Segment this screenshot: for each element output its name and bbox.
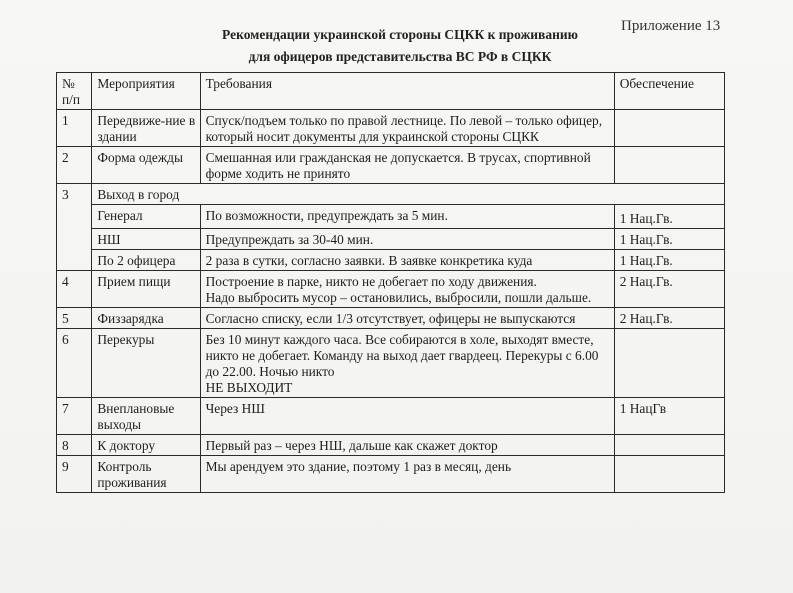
row-activity: Внеплановые выходы <box>92 398 200 435</box>
header-activity: Мероприятия <box>92 73 200 110</box>
row-num: 9 <box>57 456 92 493</box>
table-row <box>57 398 725 435</box>
row-activity: Генерал <box>92 205 200 229</box>
row-num: 3 <box>57 184 92 271</box>
row-activity: К доктору <box>92 435 200 456</box>
title-line-1: Рекомендации украинской стороны СЦКК к проживанию <box>222 27 578 42</box>
row-support: 1 Нац.Гв. <box>614 229 724 250</box>
table-header-row <box>57 73 725 110</box>
table-row <box>57 250 725 271</box>
row-activity: По 2 офицера <box>92 250 200 271</box>
row-num: 8 <box>57 435 92 456</box>
row-requirements: 2 раза в сутки, согласно заявки. В заявке конкретика куда <box>200 250 614 271</box>
table-row <box>57 184 725 205</box>
row-support <box>614 456 724 493</box>
row-requirements: Мы арендуем это здание, поэтому 1 раз в месяц, день <box>200 456 614 493</box>
header-num: № п/п <box>57 73 92 110</box>
header-support: Обеспечение <box>614 73 724 110</box>
table-row <box>57 205 725 229</box>
recommendations-table <box>56 72 725 493</box>
table-row <box>57 271 725 308</box>
row-num: 5 <box>57 308 92 329</box>
row-requirements: По возможности, предупреждать за 5 мин. <box>200 205 614 229</box>
table-row <box>57 456 725 493</box>
row-requirements: Предупреждать за 30-40 мин. <box>200 229 614 250</box>
table-row <box>57 229 725 250</box>
row-requirements: Спуск/подъем только по правой лестнице. По левой – только офицер, который носит документы для украинской стороны СЦКК <box>200 110 614 147</box>
requirements-line: Надо выбросить мусор – остановились, выбросили, пошли дальше. <box>205 290 592 305</box>
row-support: 1 Нац.Гв. <box>614 250 724 271</box>
row-num: 1 <box>57 110 92 147</box>
table-row <box>57 435 725 456</box>
row-support: 2 Нац.Гв. <box>614 308 724 329</box>
row-support <box>614 435 724 456</box>
table-row <box>57 329 725 398</box>
row-activity: Контроль проживания <box>92 456 200 493</box>
row-requirements: Первый раз – через НШ, дальше как скажет доктор <box>200 435 614 456</box>
row-support: 1 НацГв <box>614 398 724 435</box>
table-row <box>57 308 725 329</box>
row-support: 1 Нац.Гв. <box>614 205 724 229</box>
table-row <box>57 147 725 184</box>
row-activity: Физзарядка <box>92 308 200 329</box>
row-activity: НШ <box>92 229 200 250</box>
document-title <box>160 24 640 68</box>
row-support <box>614 110 724 147</box>
row-num: 4 <box>57 271 92 308</box>
requirements-line: Построение в парке, никто не добегает по ходу движения. <box>205 274 537 289</box>
row-requirements <box>200 271 614 308</box>
requirements-line: НЕ ВЫХОДИТ <box>205 380 293 395</box>
title-line-2: для офицеров представительства ВС РФ в СЦКК <box>248 49 552 64</box>
header-requirements: Требования <box>200 73 614 110</box>
row-requirements: Смешанная или гражданская не допускается. В трусах, спортивной форме ходить не принято <box>200 147 614 184</box>
row-requirements: Через НШ <box>200 398 614 435</box>
row-requirements <box>200 329 614 398</box>
row-requirements: Согласно списку, если 1/3 отсутствует, офицеры не выпускаются <box>200 308 614 329</box>
row-activity: Передвиже-ние в здании <box>92 110 200 147</box>
requirements-line: Без 10 минут каждого часа. Все собираются в холе, выходят вместе, никто не добегает. Команду на выход дает гвардеец. Перекуры с 6.00 до 22.00. Ночью никто <box>205 332 599 379</box>
row-num: 6 <box>57 329 92 398</box>
table-row <box>57 110 725 147</box>
row-activity: Выход в город <box>92 184 725 205</box>
row-support <box>614 329 724 398</box>
appendix-label: Приложение 13 <box>621 18 721 34</box>
row-activity: Форма одежды <box>92 147 200 184</box>
row-num: 7 <box>57 398 92 435</box>
row-activity: Прием пищи <box>92 271 200 308</box>
row-num: 2 <box>57 147 92 184</box>
row-support <box>614 147 724 184</box>
row-support: 2 Нац.Гв. <box>614 271 724 308</box>
row-activity: Перекуры <box>92 329 200 398</box>
